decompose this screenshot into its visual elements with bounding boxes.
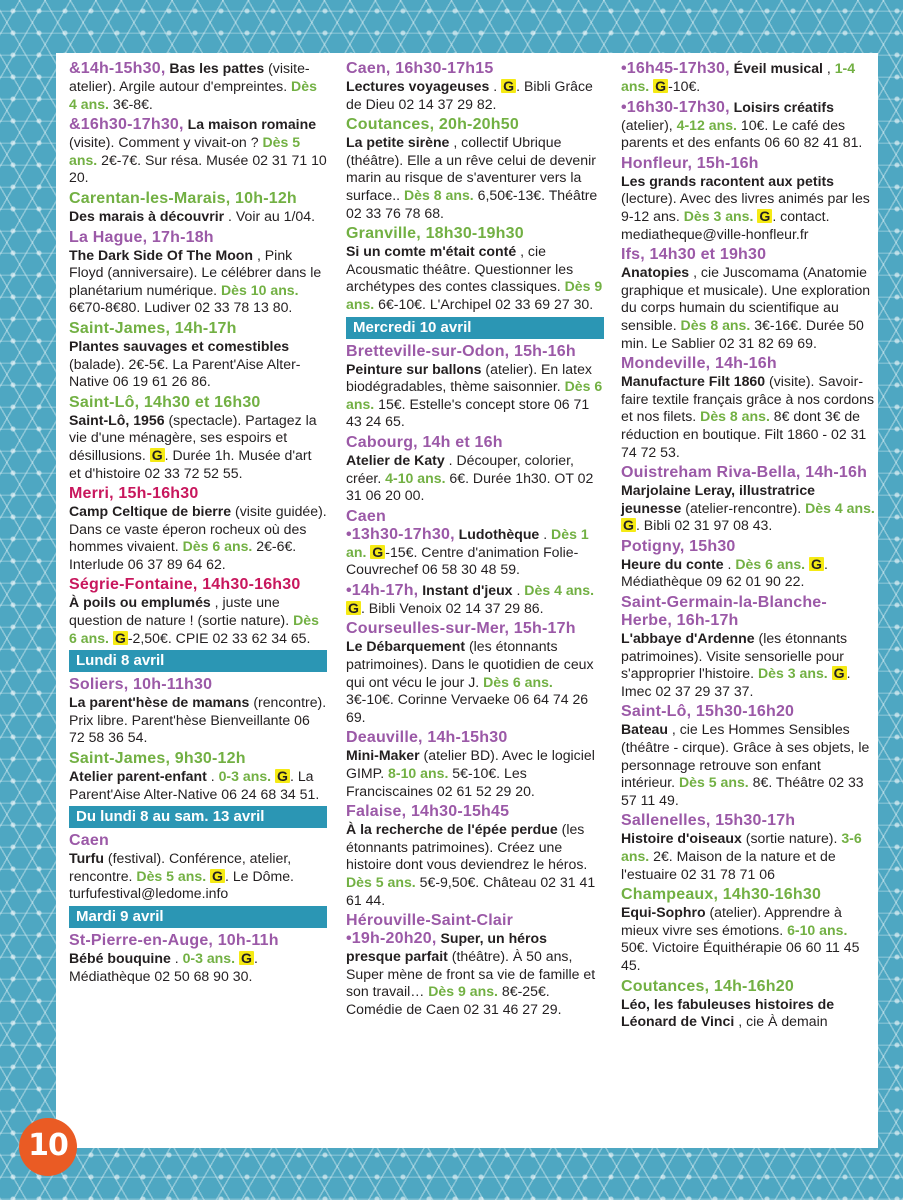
- event-info: . Médiathèque 09 62 01 90 22.: [621, 555, 828, 590]
- age-badge: Dès 4 ans.: [524, 581, 595, 598]
- event-name: Si un comte m'était conté: [346, 243, 517, 260]
- event-info: 6€. Durée 1h30. OT 02 31 06 20 00.: [346, 469, 594, 504]
- event-desc: (atelier),: [621, 116, 673, 133]
- event-desc: (atelier BD). Avec le logiciel GIMP.: [346, 747, 595, 782]
- age-badge: Dès 4 ans.: [69, 78, 317, 112]
- event-entry: [621, 155, 876, 243]
- event-desc: (atelier). Apprendre à mieux vivre ses émotions.: [621, 904, 842, 938]
- event-name: Instant d'jeux: [422, 581, 513, 598]
- event-desc: (visite). Comment y vivait-on ?: [69, 134, 259, 151]
- event-name: Atelier de Katy: [346, 451, 445, 468]
- event-desc: .: [727, 555, 732, 572]
- event-name: À poils ou emplumés: [69, 594, 211, 611]
- event-town: Caen: [69, 832, 109, 850]
- event-town: Carentan-les-Marais, 10h-12h: [69, 189, 297, 207]
- event-desc: (visite). Savoir-faire textile français grâce à nos cordons et nos filets.: [621, 373, 875, 425]
- event-name: Bateau: [621, 721, 668, 738]
- age-badge: Dès 8 ans.: [403, 186, 474, 203]
- event-name: Turfu: [69, 850, 104, 867]
- event-entry: [69, 320, 327, 391]
- event-info: 8€-25€. Comédie de Caen 02 31 46 27 29.: [346, 983, 562, 1017]
- event-name: The Dark Side Of The Moon: [69, 246, 254, 263]
- event-info: 3€-8€.: [112, 95, 153, 112]
- event-info: . contact. mediatheque@ville-honfleur.fr: [621, 207, 830, 242]
- page-number-badge: 10: [19, 1118, 77, 1176]
- free-icon: G: [240, 950, 252, 966]
- event-entry: [346, 343, 604, 431]
- event-entry: [621, 355, 876, 461]
- age-badge: Dès 6 ans.: [69, 612, 319, 646]
- event-name: À la recherche de l'épée perdue: [346, 821, 558, 838]
- event-name: Lectures voyageuses: [346, 78, 490, 94]
- age-badge: 0-3 ans.: [218, 768, 272, 785]
- event-desc: (visite-atelier). Argile autour d'empreintes.: [69, 60, 310, 94]
- event-name: Anatopies: [621, 264, 690, 281]
- event-entry: [621, 703, 876, 809]
- event-entry: [346, 912, 604, 1018]
- event-name: Léo, les fabuleuses histoires de Léonard de Vinci: [621, 995, 835, 1030]
- event-name: Le Débarquement: [346, 638, 466, 655]
- age-badge: Dès 5 ans.: [69, 134, 301, 168]
- event-desc: (sortie nature).: [745, 830, 838, 847]
- event-name: Marjolaine Leray, illustratrice jeunesse: [621, 482, 815, 516]
- event-entry: [69, 190, 327, 226]
- age-badge: Dès 9 ans.: [428, 983, 498, 1000]
- event-entry: [69, 932, 327, 985]
- event-desc: .: [543, 525, 548, 542]
- event-desc: (les étonnants patrimoines). Visite sensorielle pour s'approprier l'histoire.: [621, 630, 848, 682]
- event-town: Coutances, 20h-20h50: [346, 116, 519, 134]
- age-badge: 6-10 ans.: [787, 921, 848, 938]
- age-badge: Dès 5 ans.: [678, 774, 749, 791]
- event-entry: [621, 886, 876, 974]
- event-entry: [621, 464, 876, 535]
- event-info: . Le Dôme. turfufestival@ledome.info: [69, 867, 294, 902]
- event-time: •16h30-17h30,: [621, 98, 730, 116]
- event-info: 5€-10€. Les Franciscaines 02 61 52 29 20.: [346, 765, 535, 799]
- event-entry: [346, 508, 604, 579]
- event-entry: [69, 832, 327, 903]
- event-entry: [621, 60, 876, 96]
- age-badge: 4-12 ans.: [676, 116, 737, 133]
- event-info: 2€-7€. Sur résa. Musée 02 31 71 10 20.: [69, 151, 327, 186]
- event-town: Champeaux, 14h30-16h30: [621, 886, 822, 904]
- event-info: 8€ dont 3€ de réduction en boutique. Filt 1860 - 02 31 74 72 53.: [621, 408, 867, 460]
- free-icon: G: [348, 599, 359, 616]
- event-desc: (atelier). En latex biodégradables, thème saisonnier.: [346, 360, 592, 395]
- event-time: •13h30-17h30,: [346, 525, 455, 543]
- age-badge: Dès 5 ans.: [346, 874, 416, 890]
- day-header-du-lundi: Du lundi 8 au sam. 13 avril: [69, 806, 327, 828]
- event-name: Loisirs créatifs: [733, 98, 834, 115]
- age-badge: 1-4 ans.: [621, 60, 856, 94]
- event-name: Histoire d'oiseaux: [621, 830, 742, 847]
- event-info: 15€. Estelle's concept store 06 71 43 24 65.: [346, 395, 590, 430]
- event-desc: .: [174, 950, 179, 966]
- event-entry: [346, 116, 604, 222]
- event-name: Des marais à découvrir: [69, 207, 225, 224]
- event-name: La parent'hèse de mamans: [69, 694, 250, 711]
- age-badge: Dès 6 ans.: [735, 555, 806, 572]
- event-info: -2,50€. CPIE 02 33 62 34 65.: [127, 629, 311, 646]
- event-town: Ouistreham Riva-Bella, 14h-16h: [621, 464, 868, 482]
- event-town: Coutances, 14h-16h20: [621, 977, 794, 995]
- event-entry: [69, 229, 327, 317]
- event-name: Les grands racontent aux petits: [621, 172, 835, 189]
- event-desc: (les étonnants patrimoines). Dans le quotidien de ceux qui ont vécu le jour J.: [346, 638, 594, 690]
- free-icon: G: [277, 768, 288, 785]
- age-badge: Dès 9 ans.: [346, 278, 603, 312]
- event-town: La Hague, 17h-18h: [69, 228, 214, 246]
- event-name: Bas les pattes: [169, 60, 265, 76]
- event-name: Éveil musical: [733, 60, 823, 76]
- event-entry: [621, 594, 876, 700]
- event-town: Falaise, 14h30-15h45: [346, 803, 510, 821]
- free-icon: G: [759, 207, 771, 224]
- event-info: . Imec 02 37 29 37 37.: [621, 665, 851, 699]
- event-desc: (visite guidée). Dans ce vaste éperon rocheux où des hommes vivaient.: [69, 503, 327, 555]
- event-town: Potigny, 15h30: [621, 537, 736, 555]
- event-town: Saint-James, 14h-17h: [69, 319, 237, 337]
- age-badge: Dès 1 an.: [346, 525, 589, 560]
- free-icon: G: [811, 555, 822, 572]
- event-desc: , juste une question de nature ! (sortie nature).: [69, 594, 290, 629]
- event-desc: , Pink Floyd (anniversaire). Le célébrer dans le planétarium numérique.: [69, 246, 322, 298]
- event-name: Heure du conte: [621, 555, 724, 572]
- event-entry: [69, 750, 327, 803]
- event-town: Saint-Lô, 14h30 et 16h30: [69, 393, 261, 411]
- event-desc: .: [493, 78, 498, 94]
- event-name: Mini-Maker: [346, 747, 420, 764]
- free-icon: G: [655, 78, 667, 94]
- event-town: Caen: [346, 507, 386, 525]
- free-icon: G: [623, 517, 634, 534]
- event-town: Saint-Germain-la-Blanche-Herbe, 16h-17h: [621, 594, 827, 630]
- age-badge: Dès 6 ans.: [483, 673, 553, 690]
- event-town: Soliers, 10h-11h30: [69, 676, 213, 694]
- event-town: Cabourg, 14h et 16h: [346, 433, 503, 451]
- free-icon: G: [833, 665, 845, 682]
- event-desc: . Voir au 1/04.: [228, 207, 316, 224]
- event-info: 3€-16€. Durée 50 min. Le Sablier 02 31 82 69 69.: [621, 316, 864, 351]
- event-time: •14h-17h,: [346, 581, 419, 599]
- event-info: 6,50€-13€. Théâtre 02 33 76 78 68.: [346, 186, 598, 221]
- event-desc: , cie À demain: [738, 1013, 828, 1030]
- event-name: Bébé bouquine: [69, 950, 171, 966]
- event-town: St-Pierre-en-Auge, 10h-11h: [69, 932, 279, 949]
- event-town: Honfleur, 15h-16h: [621, 154, 759, 172]
- event-desc: (atelier-rencontre).: [685, 499, 802, 516]
- age-badge: Dès 6 ans.: [182, 538, 253, 555]
- age-badge: Dès 8 ans.: [700, 408, 770, 425]
- day-header-lundi: Lundi 8 avril: [69, 650, 327, 672]
- event-entry: [69, 60, 327, 113]
- event-entry: [621, 538, 876, 591]
- free-icon: G: [114, 629, 126, 646]
- event-time: &14h-15h30,: [69, 60, 166, 77]
- event-entry: [69, 576, 327, 647]
- column-3: [621, 60, 876, 1034]
- event-entry: [346, 620, 604, 726]
- event-info: -15€. Centre d'animation Folie-Couvrechef 06 58 30 48 59.: [346, 543, 579, 578]
- event-desc: (festival). Conférence, atelier, rencontre.: [69, 850, 292, 884]
- event-desc: , collectif Ubrique (théâtre). Elle a un rêve celui de devenir marin au risque de s'aventurer vers la surface..: [346, 134, 596, 203]
- event-entry: [621, 246, 876, 352]
- event-name: Saint-Lô, 1956: [69, 411, 165, 428]
- free-icon: G: [503, 78, 515, 94]
- free-icon: G: [372, 543, 384, 560]
- event-name: Super, un héros presque parfait: [346, 930, 547, 965]
- event-info: 50€. Victoire Équithérapie 06 60 11 45 45.: [621, 939, 860, 973]
- event-town: Saint-James, 9h30-12h: [69, 750, 246, 768]
- event-town: Caen, 16h30-17h15: [346, 60, 494, 77]
- column-1: [69, 60, 327, 988]
- event-desc: , cie Les Hommes Sensibles (théâtre - cirque). Grâce à ses objets, le personnage retrouve son enfant intérieur.: [621, 721, 870, 791]
- event-entry: [69, 394, 327, 482]
- event-info: 6€70-8€80. Ludiver 02 33 78 13 80.: [69, 299, 293, 316]
- event-entry: [346, 729, 604, 800]
- event-entry: [346, 225, 604, 313]
- event-info: 2€. Maison de la nature et de l'estuaire 02 31 78 71 06: [621, 848, 836, 882]
- event-name: La petite sirène: [346, 134, 450, 151]
- event-info: . La Parent'Aise Alter-Native 06 24 68 34 51.: [69, 768, 320, 802]
- column-2: [346, 60, 604, 1022]
- event-info: 5€-9,50€. Château 02 31 41 61 44.: [346, 874, 596, 908]
- day-header-mardi: Mardi 9 avril: [69, 906, 327, 928]
- event-town: Deauville, 14h-15h30: [346, 729, 508, 747]
- event-name: Atelier parent-enfant: [69, 768, 207, 785]
- free-icon: G: [151, 446, 163, 463]
- event-desc: , cie Juscomama (Anatomie graphique et musicale). Une exploration du corps humain du scientifique au sensible.: [621, 264, 871, 333]
- age-badge: 8-10 ans.: [388, 765, 449, 782]
- event-time: •16h45-17h30,: [621, 60, 730, 77]
- event-info: 3€-10€. Corinne Vervaeke 06 64 74 26 69.: [346, 691, 589, 725]
- event-name: Peinture sur ballons: [346, 360, 482, 377]
- event-info: . Bibli Venoix 02 14 37 29 86.: [360, 599, 544, 616]
- event-desc: .: [516, 581, 521, 598]
- age-badge: Dès 10 ans.: [221, 281, 299, 298]
- event-desc: (théâtre). À 50 ans, Super mène de front sa vie de famille et son travail…: [346, 948, 596, 1000]
- event-time: •19h-20h20,: [346, 930, 437, 948]
- event-entry: [69, 676, 327, 747]
- event-desc: (spectacle). Partagez la vie d'une ménagère, ses espoirs et désillusions.: [69, 411, 317, 463]
- event-entry: [69, 116, 327, 187]
- age-badge: Dès 3 ans.: [683, 207, 754, 224]
- event-name: Plantes sauvages et comestibles: [69, 337, 290, 354]
- event-entry: [621, 978, 876, 1031]
- event-name: La maison romaine: [187, 116, 317, 133]
- event-info: 10€. Le café des parents et des enfants 06 60 82 41 81.: [621, 116, 863, 151]
- age-badge: Dès 5 ans.: [136, 867, 207, 884]
- event-info: 6€-10€. L'Archipel 02 33 69 27 30.: [378, 295, 594, 312]
- page: [56, 53, 878, 1148]
- event-info: . Bibli 02 31 97 08 43.: [635, 517, 773, 534]
- age-badge: Dès 3 ans.: [758, 665, 828, 682]
- event-entry: [346, 582, 604, 618]
- event-info: . Bibli Grâce de Dieu 02 14 37 29 82.: [346, 78, 593, 112]
- event-desc: (les étonnants patrimoines). Créez une histoire dont vous deviendrez le héros.: [346, 821, 588, 873]
- event-town: Mondeville, 14h-16h: [621, 355, 777, 373]
- event-town: Sallenelles, 15h30-17h: [621, 812, 796, 830]
- event-town: Courseulles-sur-Mer, 15h-17h: [346, 620, 576, 638]
- event-desc: .: [210, 768, 215, 785]
- event-desc: , cie Acousmatic théâtre. Questionner les archétypes des contes classiques.: [346, 243, 574, 295]
- event-info: -10€.: [668, 78, 701, 94]
- event-town: Bretteville-sur-Odon, 15h-16h: [346, 342, 576, 360]
- event-desc: . Découper, colorier, créer.: [346, 451, 574, 486]
- event-info: 2€-6€. Interlude 06 37 89 64 62.: [69, 538, 297, 572]
- event-town: Saint-Lô, 15h30-16h20: [621, 703, 795, 721]
- age-badge: Dès 6 ans.: [346, 378, 603, 412]
- event-desc: (rencontre). Prix libre. Parent'hèse Bienveillante 06 72 58 36 54.: [69, 694, 327, 746]
- event-time: &16h30-17h30,: [69, 116, 184, 134]
- age-badge: 4-10 ans.: [385, 469, 446, 486]
- event-info: . Durée 1h. Musée d'art et d'histoire 02 33 72 52 55.: [69, 446, 312, 481]
- event-desc: (balade). 2€-5€. La Parent'Aise Alter-Native 06 19 61 26 86.: [69, 355, 301, 390]
- event-name: Ludothèque: [458, 525, 540, 542]
- event-entry: [346, 60, 604, 113]
- event-info: . Médiathèque 02 50 68 90 30.: [69, 950, 258, 984]
- day-header-mercredi: Mercredi 10 avril: [346, 317, 604, 339]
- age-badge: 3-6 ans.: [621, 830, 862, 864]
- event-desc: (lecture). Avec des livres animés par les 9-12 ans.: [621, 190, 870, 224]
- event-name: Camp Celtique de bierre: [69, 503, 232, 520]
- event-name: Manufacture Filt 1860: [621, 373, 766, 390]
- event-town: Granville, 18h30-19h30: [346, 225, 524, 243]
- event-town: Ségrie-Fontaine, 14h30-16h30: [69, 576, 301, 594]
- age-badge: 0-3 ans.: [182, 950, 236, 966]
- event-entry: [346, 434, 604, 505]
- event-desc: ,: [826, 60, 831, 76]
- event-entry: [346, 803, 604, 909]
- free-icon: G: [212, 867, 224, 884]
- event-info: 8€. Théâtre 02 33 57 11 49.: [621, 774, 864, 808]
- event-town: Hérouville-Saint-Clair: [346, 912, 514, 930]
- age-badge: Dès 8 ans.: [680, 316, 751, 333]
- age-badge: Dès 4 ans.: [805, 499, 875, 516]
- event-entry: [621, 99, 876, 152]
- event-entry: [69, 485, 327, 573]
- event-town: Merri, 15h-16h30: [69, 485, 199, 503]
- event-town: Ifs, 14h30 et 19h30: [621, 246, 767, 264]
- event-name: L'abbaye d'Ardenne: [621, 630, 755, 647]
- event-entry: [621, 812, 876, 883]
- event-name: Equi-Sophro: [621, 904, 706, 921]
